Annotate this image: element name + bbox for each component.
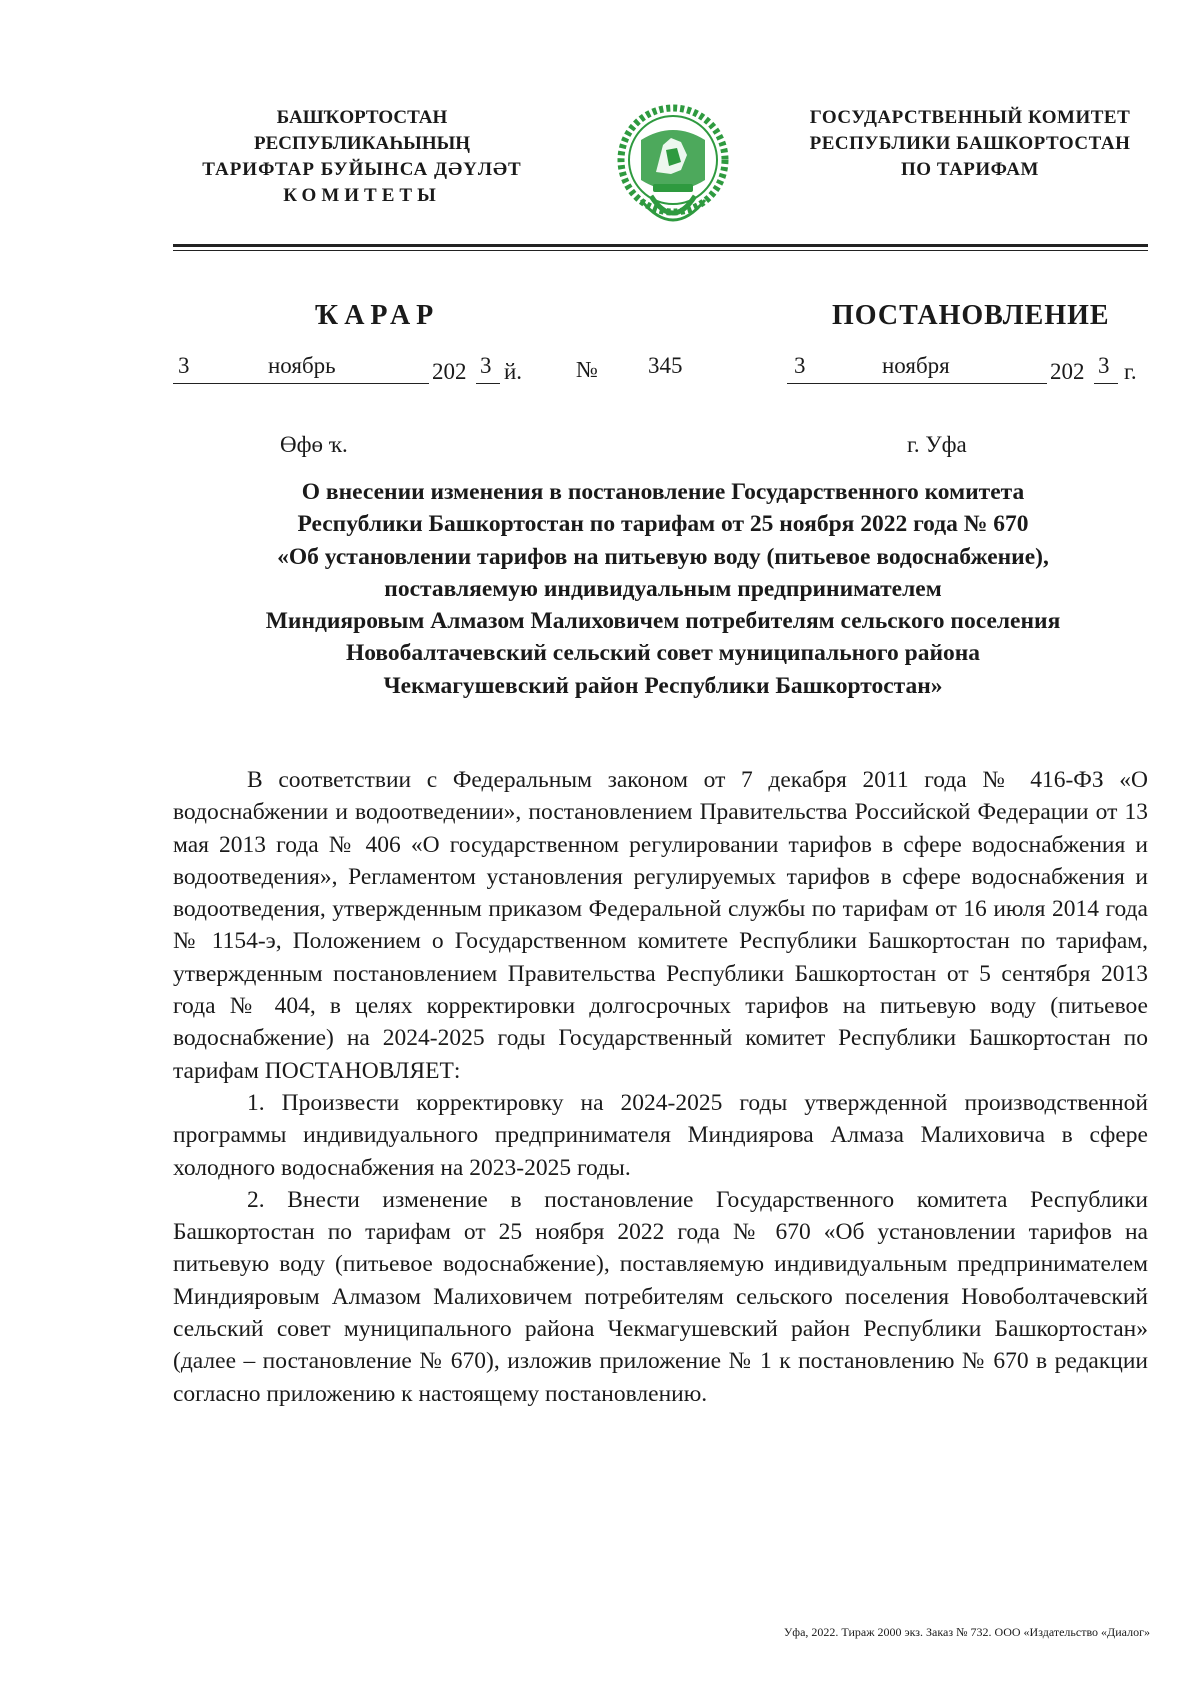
body-paragraph-preamble: В соответствии с Федеральным законом от 7 декабря 2011 года № 416-ФЗ «О водоснабжении и водоотведении», постановлением Правительства Российской Федерации от 13 мая 2013 года № 406 «О государственном регулировании тарифов в сфере водоснабжения и водоотведения», Регламентом установления регулируемых тарифов в сфере водоснабжения и водоотведения, утвержденным приказом Федеральной службы по тарифам от 16 июля 2014 года № 1154-э, Положением о Государственном комитете Республики Башкортостан по тарифам, утвержденным постановлением Правительства Республики Башкортостан от 5 сентября 2013 года № 404, в целях корректировки долгосрочных тарифов на питьевую воду (питьевое водоснабжение) на 2024-2025 годы Государственный комитет Республики Башкортостан по тарифам ПОСТАНОВЛЯЕТ: bbox=[173, 767, 1148, 1084]
subject-line: Республики Башкортостан по тарифам от 25 ноября 2022 года № 670 bbox=[297, 511, 1029, 538]
document-body bbox=[173, 764, 1148, 1410]
date-right-year-prefix: 202 bbox=[1050, 359, 1085, 384]
subject-line: О внесении изменения в постановление Государственного комитета bbox=[301, 479, 1025, 505]
document-type-russian: ПОСТАНОВЛЕНИЕ bbox=[832, 300, 1110, 331]
header-right-org-name bbox=[780, 105, 1160, 183]
date-left-suffix: й. bbox=[504, 359, 523, 384]
date-left-underline bbox=[173, 383, 429, 384]
subject-line: Новобалтачевский сельский совет муниципального района bbox=[345, 640, 981, 667]
date-left-year-underline bbox=[476, 383, 500, 384]
document-subject bbox=[173, 476, 1153, 702]
body-paragraph-item-1: 1. Произвести корректировку на 2024-2025 годы утвержденной производственной программы индивидуального предпринимателя Миндиярова Алмаза Малиховича в сфере холодного водоснабжения на 2023-2025 годы. bbox=[173, 1089, 1148, 1181]
date-left-year-prefix: 202 bbox=[432, 359, 467, 384]
header-right-line: ПО ТАРИФАМ bbox=[901, 159, 1039, 180]
number-sign: № bbox=[576, 357, 598, 382]
document-number: 345 bbox=[648, 353, 683, 378]
subject-line: Миндияровым Алмазом Малиховичем потребителям сельского поселения bbox=[265, 608, 1061, 635]
date-left-month: ноябрь bbox=[268, 353, 336, 378]
date-right-year-digit: 3 bbox=[1098, 353, 1110, 378]
document-type-bashkir: ҠАРАР bbox=[315, 300, 440, 331]
header-divider-thin bbox=[173, 250, 1148, 251]
date-left-year-digit: 3 bbox=[480, 353, 492, 378]
date-right-month: ноября bbox=[882, 353, 950, 378]
coat-of-arms-icon bbox=[611, 100, 736, 238]
subject-line: Чекмагушевский район Республики Башкортостан» bbox=[383, 672, 943, 699]
header-right-line: ГОСУДАРСТВЕННЫЙ КОМИТЕТ bbox=[809, 107, 1131, 128]
date-left-day: 3 bbox=[178, 353, 190, 378]
header-right-line: РЕСПУБЛИКИ БАШКОРТОСТАН bbox=[809, 133, 1131, 154]
date-right-underline bbox=[787, 383, 1047, 384]
header-left-line: КОМИТЕТЫ bbox=[283, 185, 441, 206]
body-paragraph-item-2: 2. Внести изменение в постановление Государственного комитета Республики Башкортостан по тарифам от 25 ноября 2022 года № 670 «Об установлении тарифов на питьевую воду (питьевое водоснабжение), поставляемую индивидуальным предпринимателем Миндияровым Алмазом Малиховичем потребителям сельского поселения Новоболтачевский сельский совет муниципального района Чекмагушевский район Республики Башкортостан» (далее – постановление № 670), изложив приложение № 1 к постановлению № 670 в редакции согласно приложению к настоящему постановлению. bbox=[173, 1186, 1148, 1407]
subject-line: «Об установлении тарифов на питьевую воду (питьевое водоснабжение), bbox=[277, 543, 1049, 570]
date-right-day: 3 bbox=[794, 353, 806, 378]
print-imprint-footer: Уфа, 2022. Тираж 2000 экз. Заказ № 732. ООО «Издательство «Диалог» bbox=[783, 1625, 1150, 1639]
place-russian: г. Уфа bbox=[907, 432, 967, 457]
subject-line: поставляемую индивидуальным предпринимателем bbox=[384, 575, 942, 602]
header-left-org-name bbox=[172, 105, 552, 209]
header-left-line: БАШҠОРТОСТАН РЕСПУБЛИКАҺЫНЫҢ bbox=[253, 107, 471, 154]
header-divider bbox=[173, 244, 1148, 247]
header-left-line: ТАРИФТАР БУЙЫНСА ДӘҮЛӘТ bbox=[202, 159, 522, 180]
place-bashkir: Өфө ҡ. bbox=[280, 432, 348, 457]
date-right-suffix: г. bbox=[1124, 359, 1137, 384]
date-right-year-underline bbox=[1094, 383, 1118, 384]
